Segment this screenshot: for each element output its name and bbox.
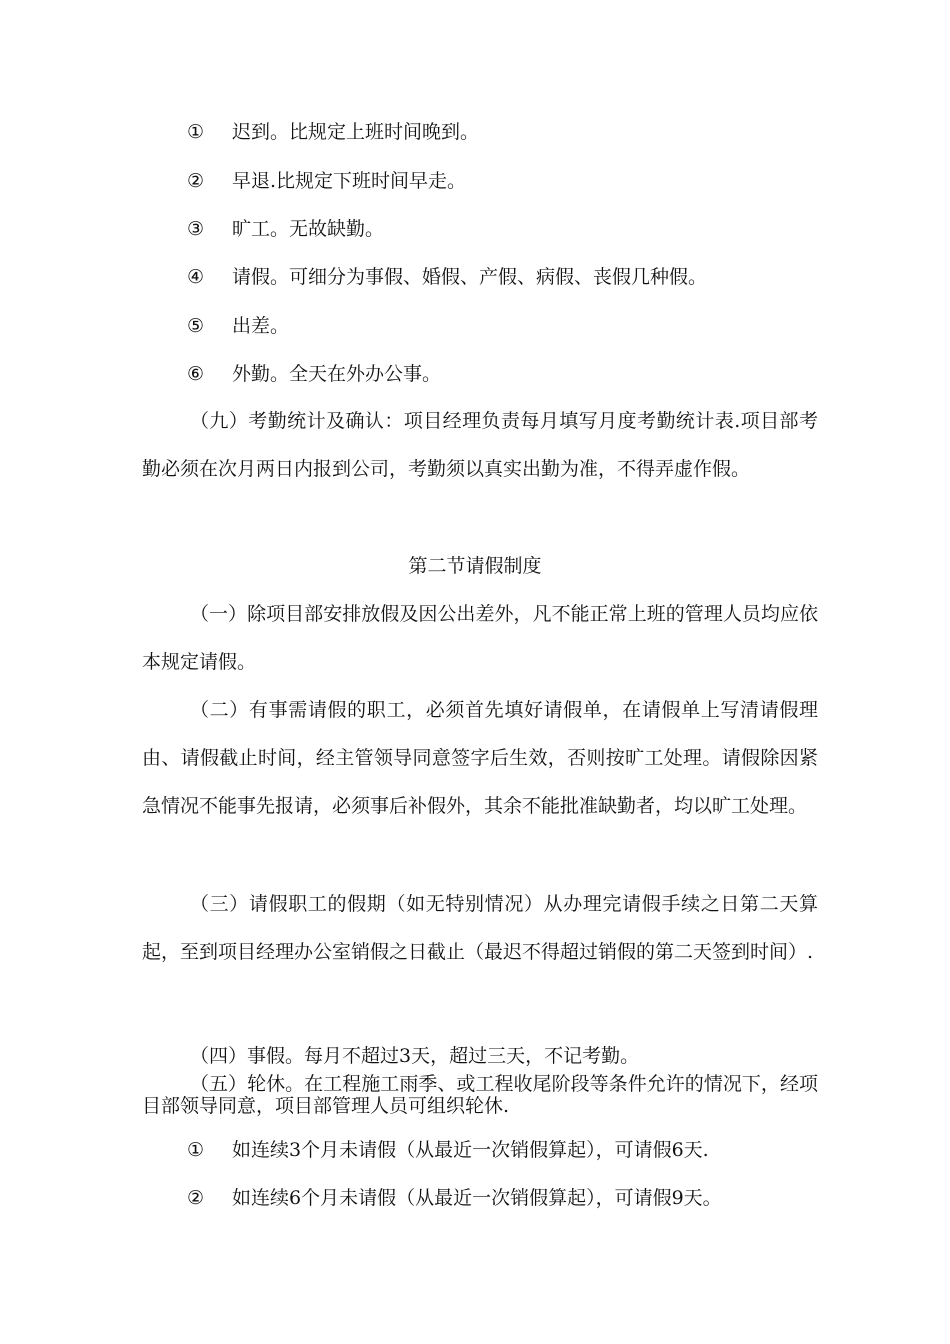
item-text: 外勤。全天在外办公事。 [232,363,442,385]
item-text: 如连续6个月未请假（从最近一次销假算起），可请假9天。 [232,1187,722,1209]
item-number: ① [187,121,205,143]
item-text: 迟到。比规定上班时间晚到。 [232,121,480,143]
section-title: 第二节请假制度 [408,555,542,577]
paragraph-attendance-statistics: （九）考勤统计及确认：项目经理负责每月填写月度考勤统计表.项目部考勤必须在次月两日内报到公司，考勤须以真实出勤为准，不得弄虚作假。 [142,410,818,480]
item-number: ① [187,1139,205,1161]
paragraph-leave-2: （二）有事需请假的职工，必须首先填好请假单，在请假单上写清请假理由、请假截止时间，经主管领导同意签字后生效，否则按旷工处理。请假除因紧急情况不能事先报请，必须事后补假外，其余不能批准缺勤者，均以旷工处理。 [142,699,818,817]
item-number: ② [187,170,205,192]
paragraph-leave-3: （三）请假职工的假期（如无特别情况）从办理完请假手续之日第二天算起，至到项目经理办公室销假之日截止（最迟不得超过销假的第二天签到时间）. [142,893,818,963]
item-number: ④ [187,266,205,288]
item-text: 请假。可细分为事假、婚假、产假、病假、丧假几种假。 [232,266,708,288]
item-number: ⑥ [187,363,205,385]
item-text: 旷工。无故缺勤。 [232,218,385,240]
item-number: ⑤ [187,315,205,337]
item-number: ③ [187,218,205,240]
item-text: 出差。 [232,315,290,337]
paragraph-rotation-leave: （五）轮休。在工程施工雨季、或工程收尾阶段等条件允许的情况下，经项目部领导同意，项目部管理人员可组织轮休. [142,1073,818,1117]
item-text: 早退.比规定下班时间早走。 [232,170,467,192]
item-number: ② [187,1187,205,1209]
item-text: 如连续3个月未请假（从最近一次销假算起），可请假6天. [232,1139,709,1161]
paragraph-personal-leave: （四）事假。每月不超过3天，超过三天，不记考勤。 [190,1045,640,1067]
paragraph-leave-1: （一）除项目部安排放假及因公出差外，凡不能正常上班的管理人员均应依本规定请假。 [142,603,818,673]
